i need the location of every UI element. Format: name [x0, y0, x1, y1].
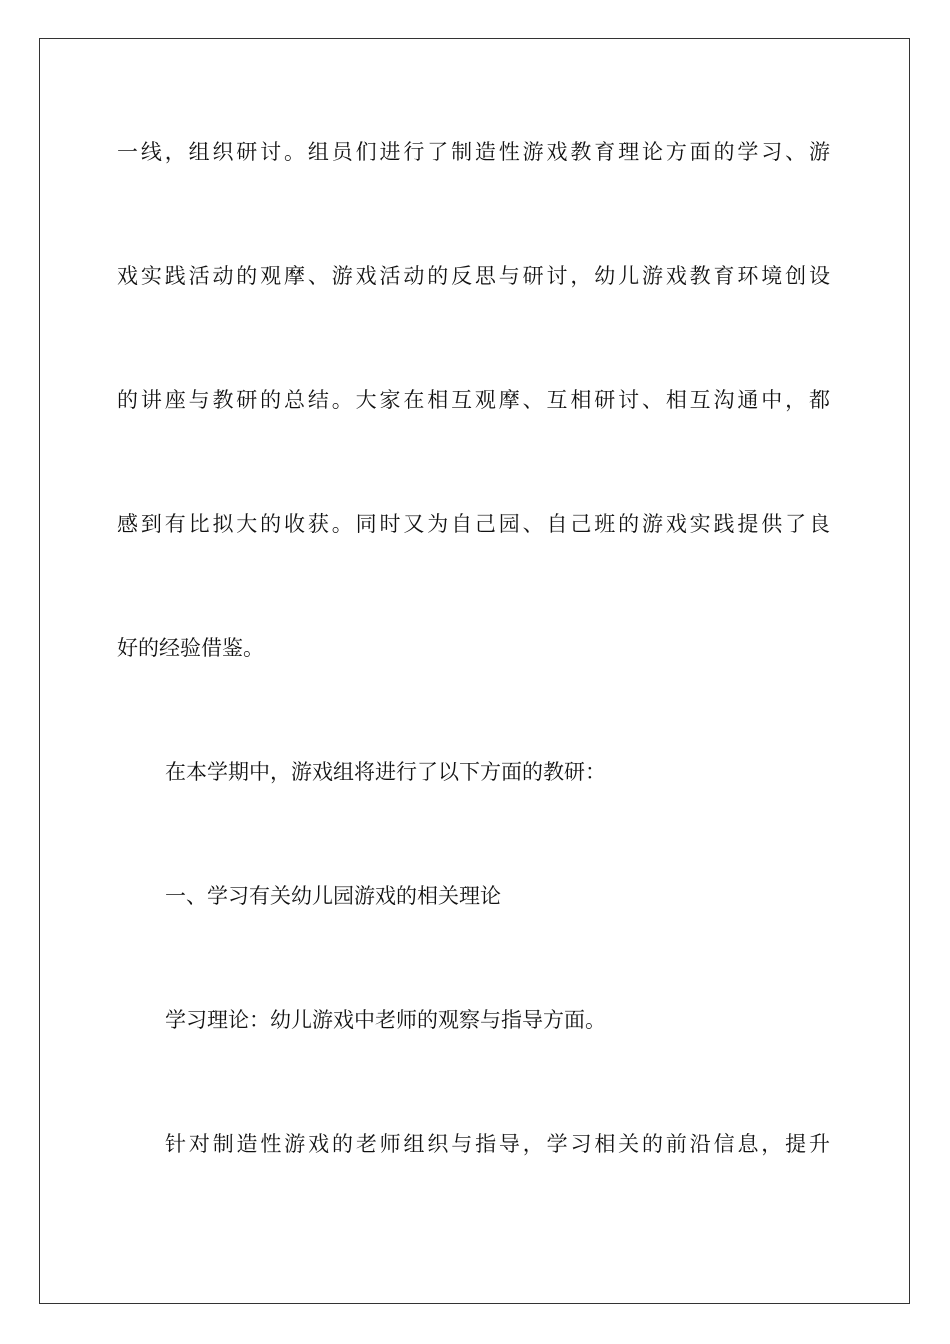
body-paragraph: 学习理论：幼儿游戏中老师的观察与指导方面。: [165, 1008, 606, 1032]
body-paragraph: 针对制造性游戏的老师组织与指导，学习相关的前沿信息，提升: [165, 1132, 830, 1156]
page-border: [39, 38, 910, 1304]
intro-paragraph: 在本学期中，游戏组将进行了以下方面的教研：: [165, 760, 606, 784]
body-text-line: 感到有比拟大的收获。同时又为自己园、自己班的游戏实践提供了良: [117, 512, 830, 536]
body-text-line: 好的经验借鉴。: [117, 636, 264, 660]
body-text-line: 戏实践活动的观摩、游戏活动的反思与研讨，幼儿游戏教育环境创设: [117, 264, 830, 288]
section-heading: 一、学习有关幼儿园游戏的相关理论: [165, 884, 501, 908]
body-text-line: 一线，组织研讨。组员们进行了制造性游戏教育理论方面的学习、游: [117, 140, 830, 164]
body-text-line: 的讲座与教研的总结。大家在相互观摩、互相研讨、相互沟通中，都: [117, 388, 830, 412]
